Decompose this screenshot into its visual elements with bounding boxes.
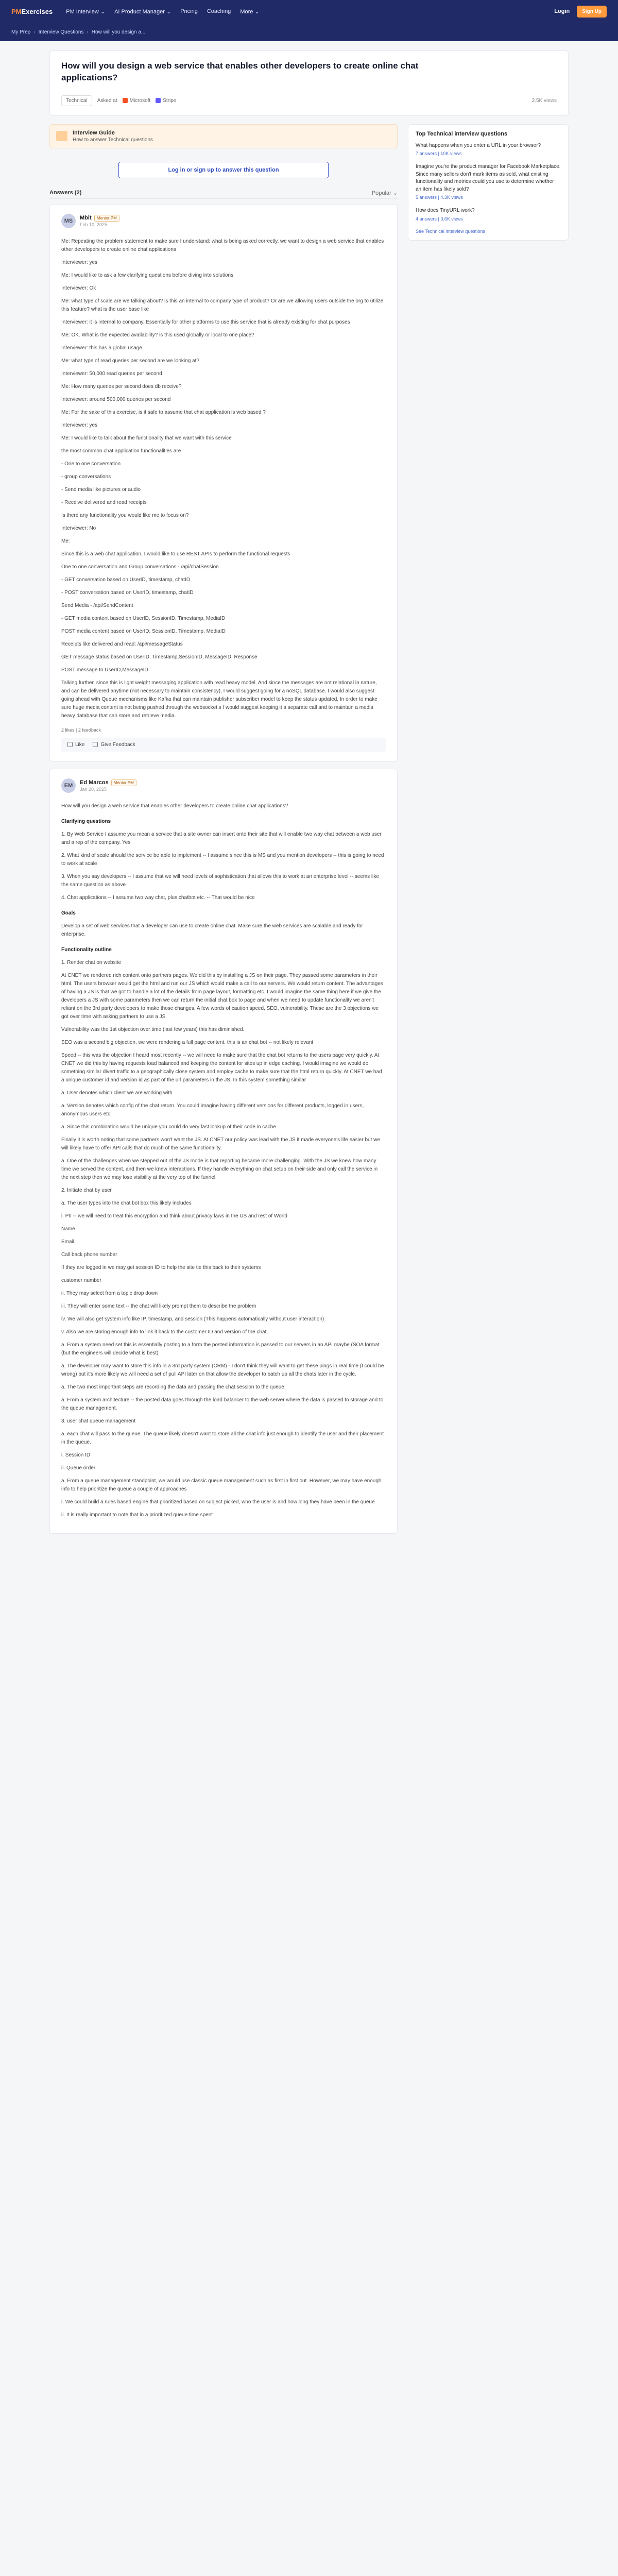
like-button[interactable]: Like: [67, 742, 84, 748]
answer-paragraph: - Send media like pictures or audio: [61, 486, 141, 493]
answer-paragraph: Me: For the sake of this exercise, is it safe to assume that chat application is web based ?: [61, 409, 266, 415]
answer-paragraph: ii. Queue order: [61, 1465, 96, 1471]
answer-paragraph: Interviewer: 50,000 read queries per second: [61, 370, 162, 377]
answer-paragraph: Email,: [61, 1239, 76, 1245]
answer-paragraph: Finally it is worth noting that some partners won't want the JS. At CNET our policy was lead with the JS it made everyone's life easier but we will likely have to offer API calls that do much of the same functionality.: [61, 1137, 380, 1151]
answer-paragraph: i. PII -- we will need to treat this encryption and think about privacy laws in the US and rest of World: [61, 1213, 287, 1219]
answer-paragraph: ii. It is really important to note that in a prioritized queue time spent: [61, 1512, 213, 1518]
answer-paragraph: Send Media - /api/SendContent: [61, 602, 133, 608]
nav-links: [66, 8, 259, 15]
answer-paragraph: Me: How many queries per second does db receive?: [61, 383, 182, 389]
nav-link-ai-pm[interactable]: AI Product Manager ⌄: [114, 8, 171, 15]
answers-bar: [49, 188, 398, 199]
answer-paragraph: a. From a system need set this is essentially posting to a form the posted information is passed to our servers in an API maybe (SOA format (but the engineers will decide what is best): [61, 1342, 380, 1356]
mentor-badge: Mentor PM: [94, 215, 119, 222]
answer-paragraph: Me: I would like to talk about the functionality that we want with this service: [61, 435, 232, 441]
answer-paragraph: 2. What kind of scale should the service be able to implement -- I assume since this is MS and you mention developers -- this is going to need to work at scale: [61, 852, 384, 867]
answer-paragraph: Interviewer: yes: [61, 259, 98, 265]
answer-intro: How will you design a web service that enables other developers to create online chat applications?: [61, 803, 288, 809]
answer-paragraph: a. From a system architecture -- the posted data goes through the load balancer to the web server where the data is passed to storage and to the queue management.: [61, 1397, 384, 1411]
book-icon: [56, 131, 67, 141]
answer-paragraph: customer number: [61, 1277, 101, 1283]
avatar[interactable]: EM: [61, 778, 76, 793]
answer-paragraph: iv. We will also get system info like IP, timestamp, and session (This happens automatically without user interaction): [61, 1316, 324, 1322]
answer-paragraph: Interviewer: No: [61, 525, 96, 531]
avatar[interactable]: MS: [61, 214, 76, 228]
answer-paragraph: 3. user chat queue management: [61, 1418, 135, 1424]
answer-paragraph: - One to one conversation: [61, 461, 121, 467]
answer-paragraph: a. The user types into the chat bot box this likely includes: [61, 1200, 192, 1206]
sidebar-question[interactable]: How does TinyURL work? 4 answers | 3.6K views: [416, 208, 475, 222]
answer-paragraph: i. We could build a rules based engine that prioritized based on subject picked, who the user is and how long they have been in the queue: [61, 1499, 375, 1505]
section-heading-goals: Goals: [61, 910, 76, 916]
answer-body: [61, 238, 386, 720]
answer-author: [61, 778, 386, 793]
view-count: 2.5K views: [531, 97, 557, 104]
nav-link-pm-interview[interactable]: PM Interview ⌄: [66, 8, 106, 15]
answer-paragraph: a. The two most important steps are recording the data and passing the chat session to the queue.: [61, 1384, 286, 1390]
author-name[interactable]: Ed Marcos: [80, 779, 109, 786]
microsoft-logo-icon: [123, 98, 128, 103]
nav-link-pricing[interactable]: Pricing: [180, 8, 198, 14]
section-heading-clarifying: Clarifying questions: [61, 818, 111, 824]
answer-paragraph: GET message status based on UserID, Timestamp,SessionID, MessageID, Response: [61, 654, 258, 660]
sidebar: [408, 124, 569, 1541]
section-heading-functionality: Functionality outline: [61, 946, 112, 953]
answer-paragraph: Vulnerability was the 1st objection over time (last few years) this has diminished.: [61, 1026, 245, 1032]
answer-date: Jan 20, 2025: [80, 786, 107, 792]
answer-paragraph: Name: [61, 1226, 75, 1232]
answer-paragraph: - POST conversation based on UserID, timestamp, chatID: [61, 589, 194, 596]
answer-counts: 2 likes | 2 feedback: [61, 727, 101, 733]
answer-paragraph: a. One of the challenges when we stepped out of the JS mode is that reporting became more challenging. With the JS we knew how many time we served the content, and then we knew interactions. If they handle everything on chat setup on their side and only call the service in the next step then we may lose visibility at the very top of the funnel.: [61, 1158, 378, 1180]
answer-paragraph: Since this is a web chat application, I would like to use REST APIs to perform the functional requests: [61, 551, 290, 557]
answer-paragraph: Is there any functionality you would like me to focus on?: [61, 512, 189, 518]
nav-link-coaching[interactable]: Coaching: [207, 8, 231, 14]
answer-paragraph: 2. Initiate chat by user: [61, 1187, 112, 1193]
answer-paragraph: - GET media content based on UserID, SessionID, Timestamp, MediaID: [61, 615, 226, 621]
answer-paragraph: SEO was a second big objection, we were rendering a full page content, this is an chat bot -- not likely relevant: [61, 1039, 314, 1045]
answer-paragraph: Talking further, since this is light weight messaging application with read heavy model. And since the messages are not relational in nature, and can be delivered anytime (not necessary to maintain consistency), I would suggest going for a noSQL database. I would also suggest going ahead with Queue mechanisms like Kafka that can maintain publisher subscriber model to keep the status updated. In order to make sure huge media content is not being pushed through the websocket,s I would suggest keeping it a separate call and to maintain a media heavy database that can store and retrieve media.: [61, 680, 377, 719]
answer-paragraph: a. From a queue management standpoint, we would use classic queue management such as first in first out. However, we may have enough info to help prioritize the queue a couple of approaches: [61, 1478, 382, 1492]
give-feedback-button[interactable]: Give Feedback: [93, 742, 135, 748]
answer-date: Feb 10, 2025: [80, 222, 108, 227]
author-name[interactable]: Mbit: [80, 214, 92, 221]
login-to-answer-button[interactable]: Log in or sign up to answer this question: [118, 162, 329, 178]
answer-paragraph: Me: OK. What is the expected availability? is this used globally or local to one place?: [61, 332, 254, 338]
breadcrumb-interview-questions[interactable]: Interview Questions: [38, 29, 84, 35]
answer-paragraph: ii. They may select from a topic drop down: [61, 1290, 158, 1296]
answer-paragraph: Me:: [61, 538, 70, 544]
answer-body: [61, 802, 386, 1519]
answer-paragraph: a. Since this combination would be unique you could do very fast lookup of their code in cache: [61, 1124, 276, 1130]
answer-paragraph: the most common chat application functionalities are: [61, 448, 181, 454]
answer-paragraph: Interviewer: yes: [61, 422, 98, 428]
nav-link-more[interactable]: More ⌄: [240, 8, 260, 15]
question-title: How will you design a web service that enables other developers to create online chat applications?: [61, 61, 419, 82]
see-all-link[interactable]: See Technical interview questions: [416, 228, 485, 234]
answer-paragraph: a. Version denotes which config of the chat return. You could imagine having different versions for different products, logged in users, anonymous users etc.: [61, 1103, 364, 1117]
signup-button[interactable]: Sign Up: [577, 6, 607, 18]
guide-title: Interview Guide: [73, 129, 115, 136]
answer-actions: [61, 738, 386, 752]
answer-paragraph: One to one conversation and Group conversations - /api/chatSession: [61, 564, 219, 570]
answer-paragraph: Speed -- this was the objection I heard most recently -- we will need to make sure that the chat bot returns to the users page very quickly. At CNET we did this by having requests load balanced and keeping the content for sites up in edge caching. I would imagine we would do something similar divert traffic to a geographically close system and employ cache to make sure that the html return quickly. At CNET we had a unique customer id and version id as part of the url parameters in the JS. In this system something similar: [61, 1052, 382, 1083]
answer-paragraph: 1. Render chat on website: [61, 959, 122, 965]
answer-paragraph: Me: I would like to ask a few clarifying questions before diving into solutions: [61, 272, 234, 278]
answer-card: [49, 204, 398, 761]
answer-paragraph: POST media content based on UserID, SessionID, Timestamp, MediaID: [61, 628, 226, 634]
answer-paragraph: Interviewer: Ok: [61, 285, 96, 291]
answer-paragraph: v. Also we are storing enough info to link it back to the customer ID and version of the chat.: [61, 1329, 268, 1335]
answer-author: [61, 214, 386, 228]
answer-card: [49, 769, 398, 1534]
sidebar-question[interactable]: What happens when you enter a URL in your browser? 7 answers | 10K views: [416, 142, 541, 157]
answer-paragraph: Interviewer: around 500,000 queries per second: [61, 396, 171, 402]
chevron-right-icon: ›: [33, 29, 36, 35]
logo[interactable]: PMExercises: [11, 7, 53, 15]
answer-paragraph: iii. They will enter some text -- the chat will likely prompt them to describe the problem: [61, 1303, 256, 1309]
guide-subtitle: How to answer Technical questions: [73, 137, 153, 143]
stripe-logo-icon: [156, 98, 161, 103]
question-header: [49, 50, 569, 116]
sidebar-question[interactable]: Imagine you're the product manager for Facebook Marketplace. Since many sellers don't mark items as sold, what existing functionality and metrics could you use to determine whether an item has likely sold? 5 answers | 4.3K views: [416, 164, 561, 200]
thumbs-up-icon: [67, 742, 73, 747]
company-stripe[interactable]: Stripe: [156, 98, 176, 104]
breadcrumb-current: How will you design a...: [91, 29, 146, 35]
answer-paragraph: 1. By Web Service I assume you mean a service that a site owner can insert onto their site that will enable two way chat between a web user and a rep of the company. Yes: [61, 831, 382, 845]
top-questions-card: [408, 124, 569, 241]
answer-paragraph: POST message to UserID,MessageID: [61, 667, 148, 673]
answers-count: Answers (2): [49, 189, 82, 196]
answer-paragraph: 3. When you say developers -- I assume that we will need levels of sophistication that allows this to work at an enterprise level -- seems like the same question as above: [61, 873, 379, 888]
answer-paragraph: Me: what type of read queries per second are we looking at?: [61, 358, 199, 364]
mentor-badge: Mentor PM: [111, 779, 136, 786]
answer-paragraph: a. User denotes which client we are working with: [61, 1090, 173, 1096]
answer-paragraph: - group conversations: [61, 473, 111, 480]
answer-paragraph: Interviewer: it is internal to company. Essentially for other platforms to use this service that is already existing for chat purposes: [61, 319, 350, 325]
answer-paragraph: a. each chat will pass to the queue. The queue likely doesn't want to store all the chat info just enough to identify the user and their placement in the queue.: [61, 1431, 384, 1445]
answer-paragraph: At CNET we rendered rich content onto partners pages. We did this by installing a JS on their page. They passed some parameters in their html. The users browser would get the html and run our JS which would make a call to our servers. We would return content. The advantages of having a JS is that we got to handle a lot of the details from page layout, formatting etc. I would imagine the same thing here if we give the developers a JS with some parameters then we can return the initial chat box to page and when we need to update functionality we aren't reliant on the 3rd party developers to make those changes. A few words of caution speed, SEO, vulnerability. These are the 3 objections we got over time with asking partners to use a JS: [61, 972, 383, 1020]
answer-paragraph: - Receive delivered and read receipts: [61, 499, 147, 505]
answer-paragraph: 4. Chat applications -- I assume two way chat, plus chatbot etc. -- That would be nice: [61, 894, 255, 901]
sidebar-title: Top Technical interview questions: [416, 130, 508, 137]
category-tag[interactable]: Technical: [61, 95, 92, 106]
company-microsoft[interactable]: Microsoft: [123, 98, 151, 104]
answer-paragraph: Me: what type of scale are we talking about? is this an internal to company type of product? Or are we allowing users outside the org to utilize this feature? what is the user base like: [61, 298, 384, 312]
answer-paragraph: i. Session ID: [61, 1452, 91, 1458]
answer-paragraph: Interviewer: this has a global usage: [61, 345, 142, 351]
interview-guide-banner[interactable]: [49, 124, 398, 148]
breadcrumb: [0, 23, 618, 41]
answer-paragraph: Call back phone number: [61, 1251, 117, 1258]
comment-icon: [93, 742, 98, 747]
answer-paragraph: If they are logged in we may get session ID to help the site tie this back to their systems: [61, 1264, 261, 1270]
asked-at-label: Asked at: [97, 97, 117, 104]
main-column: [49, 124, 398, 1541]
sort-dropdown[interactable]: Popular ⌄: [371, 190, 398, 196]
breadcrumb-my-prep[interactable]: My Prep: [11, 29, 31, 35]
answer-paragraph: - GET conversation based on UserID, timestamp, chatID: [61, 577, 190, 583]
answer-paragraph: Me: Repeating the problem statement to make sure I understand: what is being asked correctly, we want to design a web service that enables other developers to create online chat applications: [61, 238, 384, 252]
login-link[interactable]: Login: [554, 8, 570, 14]
goals-text: Develop a set of web services that a developer can use to create online chat. Make sure the web services are scalable and ready for enterprise.: [61, 923, 363, 937]
answer-paragraph: a. The developer may want to store this info in a 3rd party system (CRM) - I don't think they will want to get these pings in real time (I could be wrong) but it's more likely we will need a set of pull API later on that allow the developer to batch up all the chats later in the cycle.: [61, 1363, 384, 1377]
top-nav: [0, 0, 618, 23]
chevron-right-icon: ›: [87, 29, 89, 35]
answer-paragraph: Receipts like delivered and read: /api/messageStatus: [61, 641, 183, 647]
